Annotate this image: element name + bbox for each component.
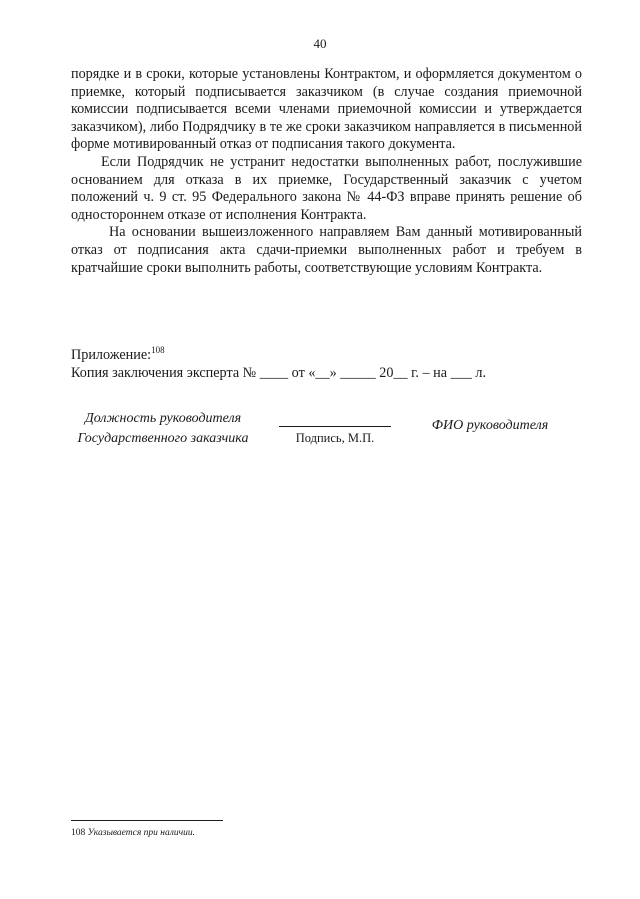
footnote	[71, 828, 571, 838]
paragraph-1: порядке и в сроки, которые установлены Контрактом, и оформляется документом о приемке, который подписывается заказчиком (в случае создания приемочной комиссии подписывается всеми членами приемочной комиссии и утверждается заказчиком), либо Подрядчику в те же сроки заказчиком направляется в письменной форме мотивированный отказ от подписания такого документа.	[71, 66, 582, 153]
attachment-block	[71, 342, 591, 382]
signature-block	[279, 409, 391, 446]
signatory-position	[68, 409, 258, 449]
position-line-2: Государственного заказчика	[77, 431, 249, 446]
attachment-label-line	[71, 342, 591, 365]
paragraph-2: Если Подрядчик не устранит недостатки выполненных работ, послужившие основанием для отказа в их приемке, Государственный заказчик с учетом положений ч. 9 ст. 95 Федерального закона № 44-ФЗ вправе принять решение об одностороннем отказе от исполнения Контракта.	[71, 153, 582, 223]
footnote-ref: 108	[151, 345, 165, 355]
body-text	[71, 66, 582, 277]
signature-line	[279, 426, 391, 427]
signatory-name: ФИО руководителя	[431, 418, 549, 433]
paragraph-3: На основании вышеизложенного направляем Вам данный мотивированный отказ от подписания акта сдачи-приемки выполненных работ и требуем в кратчайшие сроки выполнить работы, соответствующие условиям Контракта.	[71, 224, 582, 276]
attachment-line: Копия заключения эксперта № ____ от «__» _____ 20__ г. – на ___ л.	[71, 364, 487, 381]
position-line-1: Должность руководителя	[84, 411, 242, 426]
attachment-label: Приложение:	[71, 347, 152, 363]
footnote-number: 108	[71, 828, 86, 838]
footnote-text: Указывается при наличии.	[87, 828, 196, 838]
footnote-divider	[71, 820, 223, 821]
signature-label: Подпись, М.П.	[295, 431, 375, 445]
page-number: 40	[313, 36, 327, 51]
